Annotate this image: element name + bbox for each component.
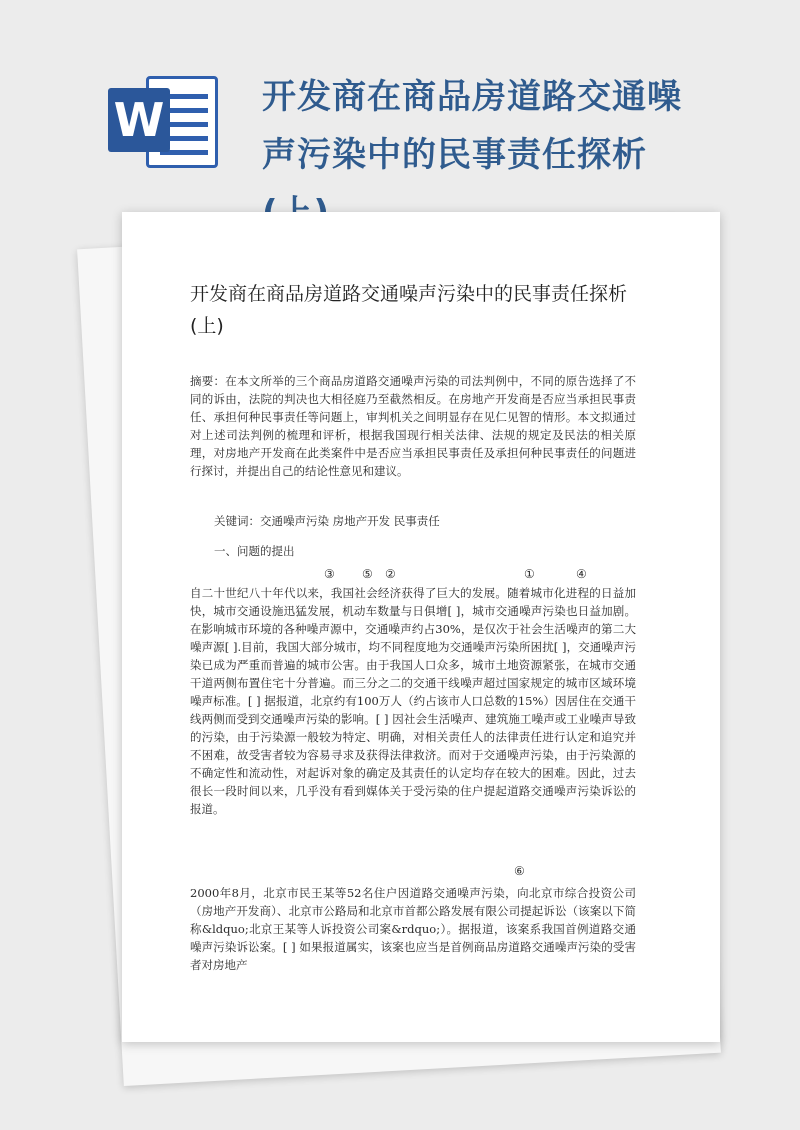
footnote-mark: ③ xyxy=(324,567,335,581)
keywords-line: 关键词：交通噪声污染 房地产开发 民事责任 xyxy=(214,514,440,528)
body-paragraph: 2000年8月，北京市民王某等52名住户因道路交通噪声污染，向北京市综合投资公司（房地产开发商）、北京市公路局和北京市首都公路发展有限公司提起诉讼（该案以下简称&ldquo;北京王某等人诉投资公司案&rdquo;）。据报道，该案系我国首例道路交通噪声污染诉讼案。[ ] 如果报道属实，该案也应当是首例商品房道路交通噪声污染的受害者对房地产 xyxy=(190,886,636,972)
footnote-mark: ⑤ xyxy=(362,567,373,581)
word-document-icon xyxy=(108,72,220,172)
word-logo-letter: W xyxy=(108,88,170,152)
page-title: 开发商在商品房道路交通噪声污染中的民事责任探析 xyxy=(262,77,682,175)
footnote-marks-row xyxy=(190,567,636,585)
footnote-mark: ④ xyxy=(576,567,587,581)
document-title: 开发商在商品房道路交通噪声污染中的民事责任探析(上) xyxy=(190,283,628,337)
document-page xyxy=(122,212,720,1042)
footnote-mark: ⑥ xyxy=(514,864,525,878)
section-heading: 一、问题的提出 xyxy=(214,544,295,558)
footnote-mark: ② xyxy=(385,567,396,581)
header xyxy=(0,0,800,210)
abstract-paragraph: 摘要：在本文所举的三个商品房道路交通噪声污染的司法判例中，不同的原告选择了不同的诉由，法院的判决也大相径庭乃至截然相反。在房地产开发商是否应当承担民事责任、承担何种民事责任等问题上，审判机关之间明显存在见仁见智的情形。本文拟通过对上述司法判例的梳理和评析，根据我国现行相关法律、法规的规定及民法的相关原理，对房地产开发商在此类案件中是否应当承担民事责任及承担何种民事责任的问题进行探讨，并提出自己的结论性意见和建议。 xyxy=(190,374,636,478)
body-paragraph: 自二十世纪八十年代以来，我国社会经济获得了巨大的发展。随着城市化进程的日益加快，城市交通设施迅猛发展，机动车数量与日俱增[ ]，城市交通噪声污染也日益加剧。在影响城市环境的各种噪声源中，交通噪声约占30%，是仅次于社会生活噪声的第二大噪声源[ ].目前，我国大部分城市，均不同程度地为交通噪声污染所困扰[ ]，交通噪声污染已成为严重而普遍的城市公害。由于我国人口众多，城市土地资源紧张，在城市交通干道两侧布置住宅十分普遍。而三分之二的交通干线噪声超过国家规定的城市区域环境噪声标准。[ ] 据报道，北京约有100万人（约占该市人口总数的15%）因居住在交通干线两侧而受到交通噪声污染的影响。[ ] 因社会生活噪声、建筑施工噪声或工业噪声导致的污染，由于污染源一般较为特定、明确，对相关责任人的法律责任进行认定和追究并不困难，故受害者较为容易寻求及获得法律救济。而对于交通噪声污染，由于污染源的不确定性和流动性，对起诉对象的确定及其责任的认定均存在较大的困难。因此，过去很长一段时间以来，几乎没有看到媒体关于受污染的住户提起道路交通噪声污染诉讼的报道。 xyxy=(190,586,636,816)
footnote-mark: ① xyxy=(524,567,535,581)
